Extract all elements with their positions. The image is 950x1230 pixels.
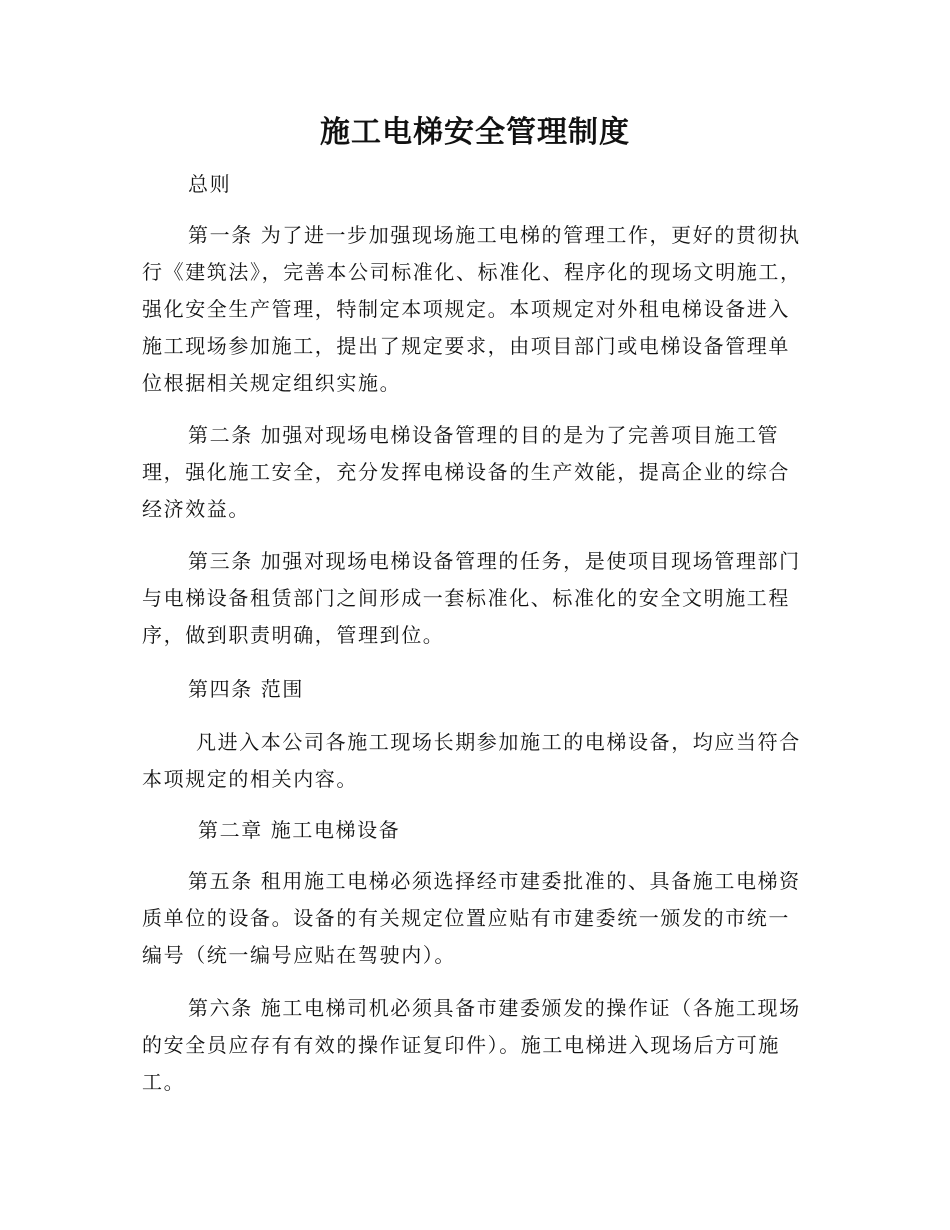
article-2-paragraph: 第二条 加强对现场电梯设备管理的目的是为了完善项目施工管理，强化施工安全，充分发挥电梯设备的生产效能，提高企业的综合经济效益。	[142, 423, 790, 521]
article-1-paragraph: 第一条 为了进一步加强现场施工电梯的管理工作，更好的贯彻执行《建筑法》，完善本公司标准化、标准化、程序化的现场文明施工，强化安全生产管理，特制定本项规定。本项规定对外租电梯设备进入施工现场参加施工，提出了规定要求，由项目部门或电梯设备管理单位根据相关规定组织实施。	[142, 223, 802, 395]
chapter-2-heading: 第二章 施工电梯设备	[198, 818, 401, 842]
article-6-paragraph: 第六条 施工电梯司机必须具备市建委颁发的操作证（各施工现场的安全员应存有有效的操作证复印件）。施工电梯进入现场后方可施工。	[142, 996, 801, 1094]
article-4-heading: 第四条 范围	[188, 677, 304, 701]
article-3-paragraph: 第三条 加强对现场电梯设备管理的任务，是使项目现场管理部门与电梯设备租赁部门之间形成一套标准化、标准化的安全文明施工程序，做到职责明确，管理到位。	[142, 549, 801, 647]
section-general-heading: 总则	[188, 172, 232, 196]
document-title: 施工电梯安全管理制度	[320, 115, 630, 150]
article-5-paragraph: 第五条 租用施工电梯必须选择经市建委批准的、具备施工电梯资质单位的设备。设备的有关规定位置应贴有市建委统一颁发的市统一编号（统一编号应贴在驾驶内）。	[142, 869, 801, 967]
scope-paragraph: 凡进入本公司各施工现场长期参加施工的电梯设备，均应当符合本项规定的相关内容。	[142, 730, 801, 791]
